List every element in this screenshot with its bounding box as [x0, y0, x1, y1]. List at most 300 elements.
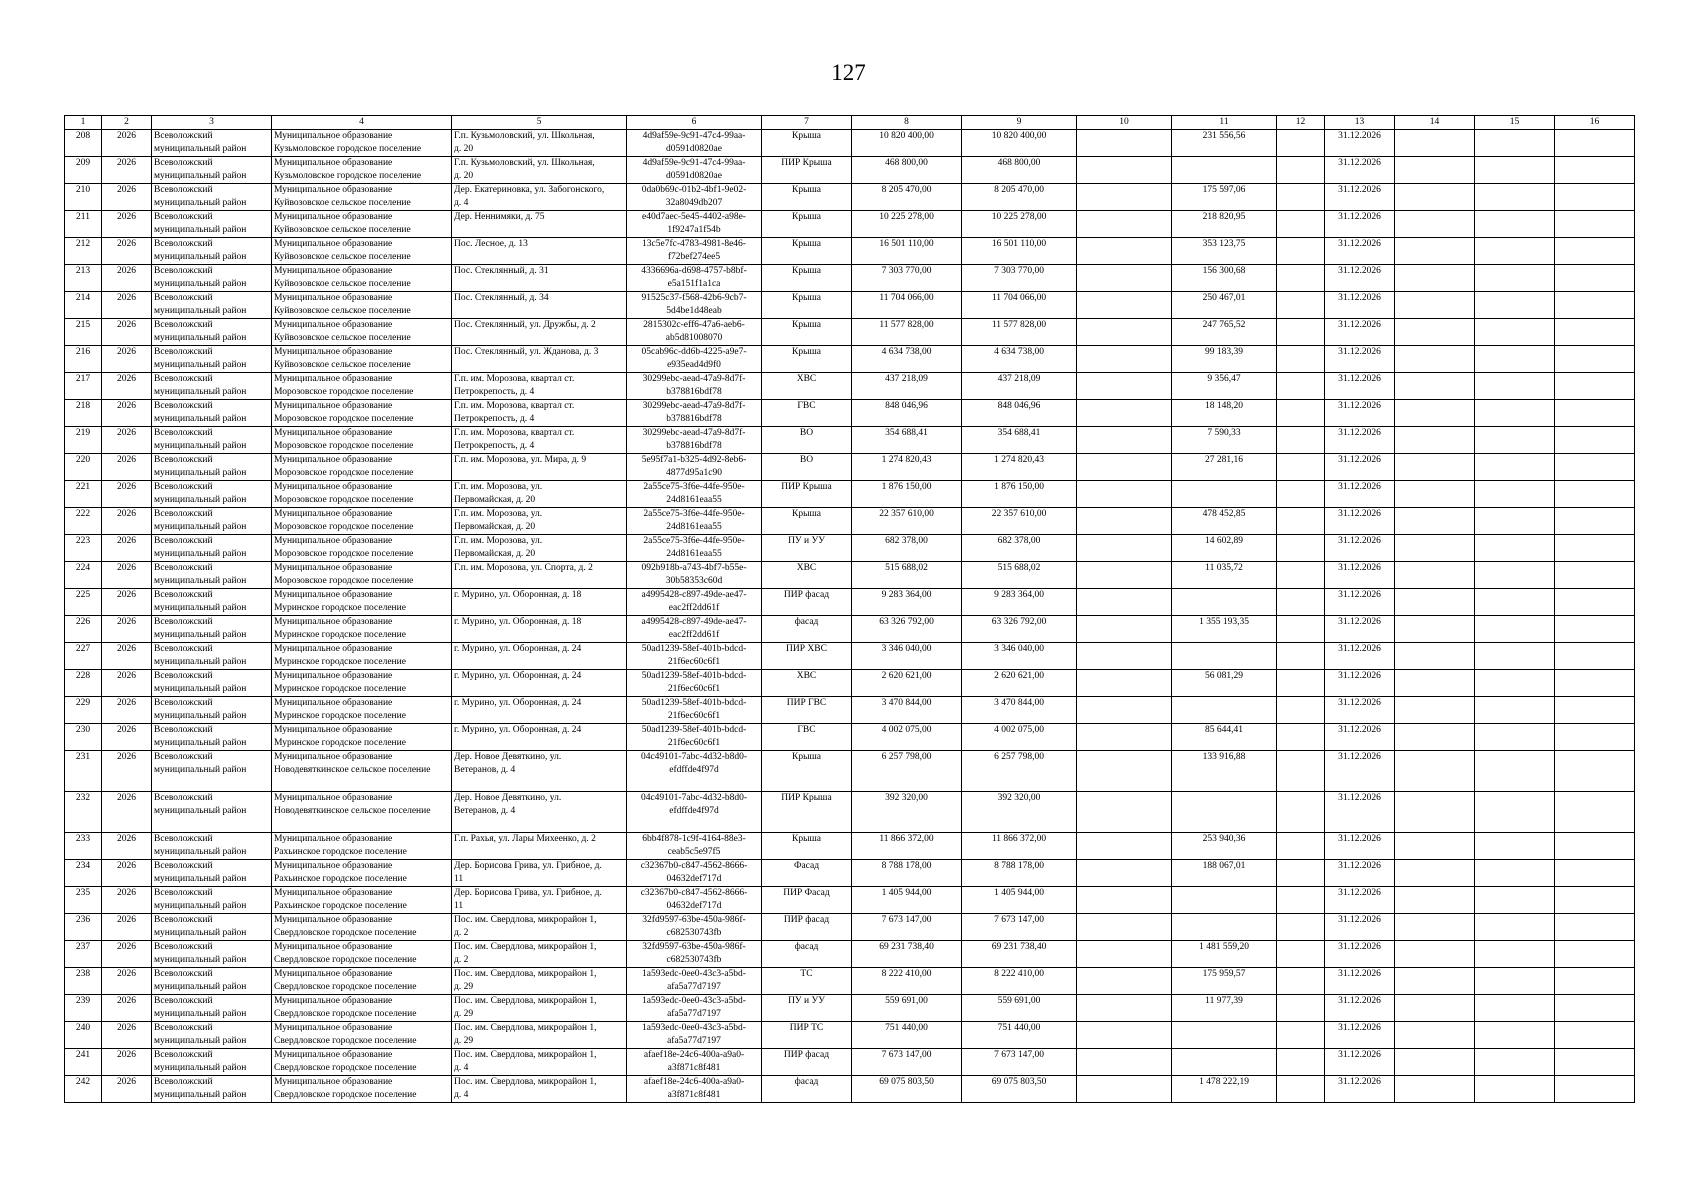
municipality-cell — [272, 319, 452, 346]
district-cell-line: Всеволожский — [154, 509, 213, 519]
municipality-cell-line: Муниципальное образование — [274, 834, 393, 844]
cost-cell: 3 470 844,00 — [962, 697, 1077, 724]
table-row — [65, 535, 1635, 562]
guid-cell-line: d0591d0820ae — [666, 170, 722, 181]
total-cost-cell: 559 691,00 — [852, 995, 962, 1022]
guid-cell-line: 2a55ce75-3f6e-44fe-950e- — [643, 509, 745, 519]
column-14-cell — [1395, 238, 1475, 265]
column-11-cell: 1 355 193,35 — [1172, 616, 1277, 643]
address-cell-line: Пос. Стеклянный, ул. Дружбы, д. 2 — [454, 320, 596, 330]
guid-cell-line: 1a593edc-0ee0-43c3-a5bd- — [642, 969, 746, 979]
column-16-cell — [1555, 1022, 1635, 1049]
guid-cell — [627, 562, 762, 589]
municipality-cell — [272, 724, 452, 751]
address-cell-line: Дер. Екатериновка, ул. Забогонского, — [454, 185, 605, 195]
municipality-cell-line: Муниципальное образование — [274, 536, 393, 546]
guid-cell-line: 5e95f7a1-b325-4d92-8eb6- — [641, 455, 747, 465]
work-type-cell: ПИР фасад — [762, 1049, 852, 1076]
total-cost-cell: 1 405 944,00 — [852, 887, 962, 914]
column-16-cell — [1555, 643, 1635, 670]
address-cell-line: д. 20 — [454, 143, 474, 154]
column-16-cell — [1555, 995, 1635, 1022]
district-cell — [152, 792, 272, 833]
address-cell — [452, 833, 627, 860]
column-14-cell — [1395, 292, 1475, 319]
cost-cell: 1 274 820,43 — [962, 454, 1077, 481]
address-cell-line: Ветеранов, д. 4 — [454, 764, 516, 775]
column-14-cell — [1395, 643, 1475, 670]
work-type-cell: фасад — [762, 941, 852, 968]
municipality-cell-line: Муниципальное образование — [274, 752, 393, 762]
municipality-cell — [272, 211, 452, 238]
column-16-cell — [1555, 887, 1635, 914]
row-number: 211 — [65, 211, 102, 238]
column-15-cell — [1475, 751, 1555, 792]
table-row — [65, 643, 1635, 670]
district-cell — [152, 697, 272, 724]
column-10-cell — [1077, 670, 1172, 697]
address-cell-line: Дер. Новое Девяткино, ул. — [454, 793, 562, 803]
column-16-cell — [1555, 508, 1635, 535]
column-12-cell — [1277, 238, 1325, 265]
municipality-cell-line: Муниципальное образование — [274, 942, 393, 952]
district-cell-line: Всеволожский — [154, 212, 213, 222]
column-10-cell — [1077, 833, 1172, 860]
cost-cell: 2 620 621,00 — [962, 670, 1077, 697]
deadline-cell: 31.12.2026 — [1325, 373, 1395, 400]
guid-cell-line: 32fd9597-63be-450a-986f- — [642, 942, 746, 952]
column-10-cell — [1077, 589, 1172, 616]
municipality-cell-line: Морозовское городское поселение — [274, 386, 414, 397]
page-number: 127 — [831, 60, 866, 85]
address-cell-line: д. 20 — [454, 170, 474, 181]
column-16-cell — [1555, 792, 1635, 833]
guid-cell-line: afaef18e-24c6-400a-a9a0- — [643, 1077, 745, 1087]
guid-cell-line: 05cab96c-dd6b-4225-a9e7- — [641, 347, 747, 357]
year-cell: 2026 — [102, 1049, 152, 1076]
total-cost-cell: 392 320,00 — [852, 792, 962, 833]
district-cell-line: Всеволожский — [154, 793, 213, 803]
guid-cell — [627, 265, 762, 292]
column-11-cell: 478 452,85 — [1172, 508, 1277, 535]
column-10-cell — [1077, 157, 1172, 184]
row-number: 221 — [65, 481, 102, 508]
municipality-cell-line: Муниципальное образование — [274, 617, 393, 627]
column-15-cell — [1475, 481, 1555, 508]
cost-cell: 751 440,00 — [962, 1022, 1077, 1049]
column-16-cell — [1555, 697, 1635, 724]
work-type-cell: Крыша — [762, 130, 852, 157]
guid-cell — [627, 346, 762, 373]
column-15-cell — [1475, 400, 1555, 427]
address-cell-line: Первомайская, д. 20 — [454, 521, 536, 532]
guid-cell-line: eac2ff2dd61f — [668, 629, 720, 640]
column-12-cell — [1277, 670, 1325, 697]
guid-cell-line: 50ad1239-58ef-401b-bdcd- — [641, 644, 747, 654]
municipality-cell — [272, 941, 452, 968]
column-14-cell — [1395, 184, 1475, 211]
address-cell-line: Дер. Борисова Грива, ул. Грибное, д. — [454, 861, 602, 871]
deadline-cell: 31.12.2026 — [1325, 1076, 1395, 1103]
column-14-cell — [1395, 454, 1475, 481]
address-cell-line: Пос. Лесное, д. 13 — [454, 239, 528, 249]
column-number-row — [65, 116, 1635, 130]
district-cell-line: Всеволожский — [154, 347, 213, 357]
total-cost-cell: 69 075 803,50 — [852, 1076, 962, 1103]
district-cell — [152, 860, 272, 887]
municipality-cell-line: Муринское городское поселение — [274, 737, 406, 748]
municipality-cell — [272, 238, 452, 265]
column-11-cell: 7 590,33 — [1172, 427, 1277, 454]
table-row — [65, 400, 1635, 427]
column-12-cell — [1277, 751, 1325, 792]
district-cell-line: Всеволожский — [154, 428, 213, 438]
total-cost-cell: 354 688,41 — [852, 427, 962, 454]
row-number: 214 — [65, 292, 102, 319]
table-row — [65, 319, 1635, 346]
column-15-cell — [1475, 792, 1555, 833]
municipality-cell-line: Муниципальное образование — [274, 239, 393, 249]
address-cell-line: Г.п. им. Морозова, ул. Мира, д. 9 — [454, 455, 587, 465]
cost-cell: 22 357 610,00 — [962, 508, 1077, 535]
municipality-cell — [272, 373, 452, 400]
address-cell-line: Дер. Неннимяки, д. 75 — [454, 212, 545, 222]
address-cell-line: д. 4 — [454, 1062, 469, 1073]
cost-cell: 682 378,00 — [962, 535, 1077, 562]
guid-cell — [627, 292, 762, 319]
district-cell-line: Всеволожский — [154, 861, 213, 871]
column-11-cell: 11 977,39 — [1172, 995, 1277, 1022]
column-14-cell — [1395, 130, 1475, 157]
cost-cell: 1 876 150,00 — [962, 481, 1077, 508]
address-cell — [452, 751, 627, 792]
row-number: 215 — [65, 319, 102, 346]
municipality-cell-line: Кузьмоловское городское поселение — [274, 170, 422, 181]
deadline-cell: 31.12.2026 — [1325, 238, 1395, 265]
cost-cell: 69 231 738,40 — [962, 941, 1077, 968]
district-cell-line: муниципальный район — [154, 900, 247, 911]
table-row — [65, 860, 1635, 887]
row-number: 217 — [65, 373, 102, 400]
district-cell-line: муниципальный район — [154, 548, 247, 559]
work-type-cell: ХВС — [762, 670, 852, 697]
district-cell-line: муниципальный район — [154, 170, 247, 181]
district-cell-line: муниципальный район — [154, 981, 247, 992]
table-row — [65, 346, 1635, 373]
address-cell-line: Пос. Стеклянный, ул. Жданова, д. 3 — [454, 347, 599, 357]
guid-cell — [627, 643, 762, 670]
address-cell-line: Г.п. им. Морозова, ул. — [454, 482, 543, 492]
column-number: 13 — [1325, 116, 1395, 130]
municipality-cell — [272, 697, 452, 724]
municipality-cell — [272, 400, 452, 427]
address-cell-line: д. 2 — [454, 954, 469, 965]
column-11-cell: 253 940,36 — [1172, 833, 1277, 860]
district-cell — [152, 887, 272, 914]
column-12-cell — [1277, 1076, 1325, 1103]
address-cell — [452, 697, 627, 724]
guid-cell-line: efdffde4f97d — [669, 764, 719, 775]
row-number: 209 — [65, 157, 102, 184]
work-type-cell: ПИР фасад — [762, 914, 852, 941]
cost-cell: 4 634 738,00 — [962, 346, 1077, 373]
year-cell: 2026 — [102, 616, 152, 643]
municipality-cell-line: Морозовское городское поселение — [274, 467, 414, 478]
column-14-cell — [1395, 508, 1475, 535]
guid-cell-line: 04c49101-7abc-4d32-b8d0- — [640, 752, 748, 762]
column-14-cell — [1395, 1022, 1475, 1049]
district-cell-line: муниципальный район — [154, 846, 247, 857]
row-number: 222 — [65, 508, 102, 535]
cost-cell: 515 688,02 — [962, 562, 1077, 589]
cost-cell: 69 075 803,50 — [962, 1076, 1077, 1103]
district-cell-line: муниципальный район — [154, 521, 247, 532]
row-number: 210 — [65, 184, 102, 211]
column-15-cell — [1475, 454, 1555, 481]
total-cost-cell: 682 378,00 — [852, 535, 962, 562]
guid-cell-line: 4d9af59e-9c91-47c4-99aa- — [642, 131, 746, 141]
row-number: 219 — [65, 427, 102, 454]
municipality-cell-line: Свердловское городское поселение — [274, 1089, 417, 1100]
guid-cell-line: a3f871c8f481 — [667, 1089, 721, 1100]
column-12-cell — [1277, 400, 1325, 427]
column-12-cell — [1277, 941, 1325, 968]
address-cell-line: д. 2 — [454, 927, 469, 938]
column-11-cell: 175 959,57 — [1172, 968, 1277, 995]
district-cell-line: Всеволожский — [154, 969, 213, 979]
column-number: 7 — [762, 116, 852, 130]
guid-cell — [627, 400, 762, 427]
address-cell-line: 11 — [454, 873, 464, 884]
column-12-cell — [1277, 724, 1325, 751]
year-cell: 2026 — [102, 697, 152, 724]
column-10-cell — [1077, 319, 1172, 346]
column-15-cell — [1475, 887, 1555, 914]
cost-cell: 3 346 040,00 — [962, 643, 1077, 670]
municipality-cell-line: Муниципальное образование — [274, 455, 393, 465]
column-16-cell — [1555, 292, 1635, 319]
column-14-cell — [1395, 792, 1475, 833]
column-10-cell — [1077, 454, 1172, 481]
municipality-cell-line: Свердловское городское поселение — [274, 1062, 417, 1073]
column-14-cell — [1395, 860, 1475, 887]
column-16-cell — [1555, 860, 1635, 887]
column-10-cell — [1077, 400, 1172, 427]
total-cost-cell: 10 225 278,00 — [852, 211, 962, 238]
district-cell-line: Всеволожский — [154, 888, 213, 898]
table-row — [65, 914, 1635, 941]
guid-cell-line: 1a593edc-0ee0-43c3-a5bd- — [642, 996, 746, 1006]
district-cell-line: муниципальный район — [154, 1062, 247, 1073]
row-number: 226 — [65, 616, 102, 643]
address-cell — [452, 589, 627, 616]
work-type-cell: Крыша — [762, 508, 852, 535]
municipality-cell — [272, 454, 452, 481]
guid-cell — [627, 995, 762, 1022]
table-row — [65, 211, 1635, 238]
column-15-cell — [1475, 697, 1555, 724]
deadline-cell: 31.12.2026 — [1325, 887, 1395, 914]
row-number: 218 — [65, 400, 102, 427]
municipality-cell-line: Свердловское городское поселение — [274, 954, 417, 965]
district-cell-line: Всеволожский — [154, 239, 213, 249]
district-cell — [152, 184, 272, 211]
cost-cell: 10 820 400,00 — [962, 130, 1077, 157]
cost-cell: 468 800,00 — [962, 157, 1077, 184]
column-12-cell — [1277, 914, 1325, 941]
district-cell-line: Всеволожский — [154, 1050, 213, 1060]
address-cell — [452, 535, 627, 562]
column-15-cell — [1475, 914, 1555, 941]
address-cell-line: Пос. им. Свердлова, микрорайон 1, — [454, 996, 597, 1006]
table-row — [65, 616, 1635, 643]
district-cell — [152, 157, 272, 184]
table-row — [65, 670, 1635, 697]
column-14-cell — [1395, 535, 1475, 562]
column-16-cell — [1555, 751, 1635, 792]
total-cost-cell: 16 501 110,00 — [852, 238, 962, 265]
table-row — [65, 292, 1635, 319]
column-16-cell — [1555, 238, 1635, 265]
column-15-cell — [1475, 833, 1555, 860]
district-cell-line: муниципальный район — [154, 332, 247, 343]
table-row — [65, 792, 1635, 833]
row-number: 213 — [65, 265, 102, 292]
municipality-cell-line: Муринское городское поселение — [274, 656, 406, 667]
address-cell-line: Г.п. Кузьмоловский, ул. Школьная, — [454, 158, 595, 168]
municipality-cell — [272, 508, 452, 535]
total-cost-cell: 848 046,96 — [852, 400, 962, 427]
municipality-cell-line: Морозовское городское поселение — [274, 440, 414, 451]
address-cell-line: Г.п. им. Морозова, квартал ст. — [454, 428, 575, 438]
address-cell — [452, 792, 627, 833]
column-14-cell — [1395, 833, 1475, 860]
year-cell: 2026 — [102, 184, 152, 211]
municipality-cell-line: Морозовское городское поселение — [274, 548, 414, 559]
column-12-cell — [1277, 157, 1325, 184]
guid-cell-line: 2815302c-eff6-47a6-aeb6- — [643, 320, 745, 330]
column-16-cell — [1555, 535, 1635, 562]
municipality-cell — [272, 914, 452, 941]
work-type-cell: ПУ и УУ — [762, 535, 852, 562]
work-type-cell: Фасад — [762, 860, 852, 887]
column-14-cell — [1395, 265, 1475, 292]
column-10-cell — [1077, 211, 1172, 238]
total-cost-cell: 3 470 844,00 — [852, 697, 962, 724]
municipality-cell-line: Новодевяткинское сельское поселение — [274, 764, 431, 775]
column-10-cell — [1077, 481, 1172, 508]
column-10-cell — [1077, 724, 1172, 751]
column-number: 16 — [1555, 116, 1635, 130]
guid-cell — [627, 887, 762, 914]
municipality-cell-line: Муниципальное образование — [274, 131, 393, 141]
address-cell-line: Петрокрепость, д. 4 — [454, 440, 535, 451]
total-cost-cell: 6 257 798,00 — [852, 751, 962, 792]
work-type-cell: ТС — [762, 968, 852, 995]
table-row — [65, 238, 1635, 265]
cost-cell: 11 577 828,00 — [962, 319, 1077, 346]
address-cell — [452, 130, 627, 157]
table-row — [65, 1076, 1635, 1103]
year-cell: 2026 — [102, 860, 152, 887]
district-cell-line: муниципальный район — [154, 305, 247, 316]
district-cell-line: муниципальный район — [154, 805, 247, 816]
municipality-cell — [272, 670, 452, 697]
address-cell — [452, 643, 627, 670]
table-row — [65, 454, 1635, 481]
guid-cell-line: 4336696a-d698-4757-b8bf- — [641, 266, 747, 276]
guid-cell-line: 04632def717d — [666, 873, 722, 884]
municipality-cell — [272, 157, 452, 184]
deadline-cell: 31.12.2026 — [1325, 292, 1395, 319]
guid-cell-line: c32367b0-c847-4562-8666- — [640, 861, 748, 871]
guid-cell-line: 30299ebc-aead-47a9-8d7f- — [642, 428, 746, 438]
column-14-cell — [1395, 562, 1475, 589]
deadline-cell: 31.12.2026 — [1325, 481, 1395, 508]
district-cell-line: Всеволожский — [154, 1023, 213, 1033]
row-number: 216 — [65, 346, 102, 373]
address-cell-line: Г.п. Кузьмоловский, ул. Школьная, — [454, 131, 595, 141]
column-15-cell — [1475, 995, 1555, 1022]
year-cell: 2026 — [102, 346, 152, 373]
municipality-cell-line: Муниципальное образование — [274, 563, 393, 573]
row-number: 229 — [65, 697, 102, 724]
district-cell-line: Всеволожский — [154, 131, 213, 141]
work-type-cell: ПИР ГВС — [762, 697, 852, 724]
deadline-cell: 31.12.2026 — [1325, 697, 1395, 724]
address-cell — [452, 400, 627, 427]
column-14-cell — [1395, 968, 1475, 995]
row-number: 231 — [65, 751, 102, 792]
deadline-cell: 31.12.2026 — [1325, 751, 1395, 792]
guid-cell — [627, 211, 762, 238]
municipality-cell — [272, 481, 452, 508]
total-cost-cell: 7 303 770,00 — [852, 265, 962, 292]
row-number: 242 — [65, 1076, 102, 1103]
work-type-cell: Крыша — [762, 211, 852, 238]
column-11-cell: 1 478 222,19 — [1172, 1076, 1277, 1103]
municipality-cell-line: Муринское городское поселение — [274, 602, 406, 613]
guid-cell — [627, 616, 762, 643]
table-row — [65, 130, 1635, 157]
district-cell-line: Всеволожский — [154, 617, 213, 627]
municipality-cell-line: Свердловское городское поселение — [274, 1035, 417, 1046]
column-12-cell — [1277, 373, 1325, 400]
row-number: 212 — [65, 238, 102, 265]
municipality-cell — [272, 995, 452, 1022]
column-14-cell — [1395, 373, 1475, 400]
deadline-cell: 31.12.2026 — [1325, 130, 1395, 157]
district-cell — [152, 319, 272, 346]
guid-cell — [627, 724, 762, 751]
guid-cell-line: 04632def717d — [666, 900, 722, 911]
column-12-cell — [1277, 968, 1325, 995]
district-cell — [152, 1076, 272, 1103]
deadline-cell: 31.12.2026 — [1325, 400, 1395, 427]
column-12-cell — [1277, 860, 1325, 887]
district-cell — [152, 238, 272, 265]
address-cell-line: Г.п. им. Морозова, ул. — [454, 509, 543, 519]
work-type-cell: фасад — [762, 1076, 852, 1103]
guid-cell-line: 30299ebc-aead-47a9-8d7f- — [642, 401, 746, 411]
address-cell-line: 11 — [454, 900, 464, 911]
address-cell — [452, 508, 627, 535]
district-cell — [152, 616, 272, 643]
district-cell-line: муниципальный район — [154, 1089, 247, 1100]
year-cell: 2026 — [102, 562, 152, 589]
district-cell — [152, 535, 272, 562]
work-type-cell: Крыша — [762, 751, 852, 792]
